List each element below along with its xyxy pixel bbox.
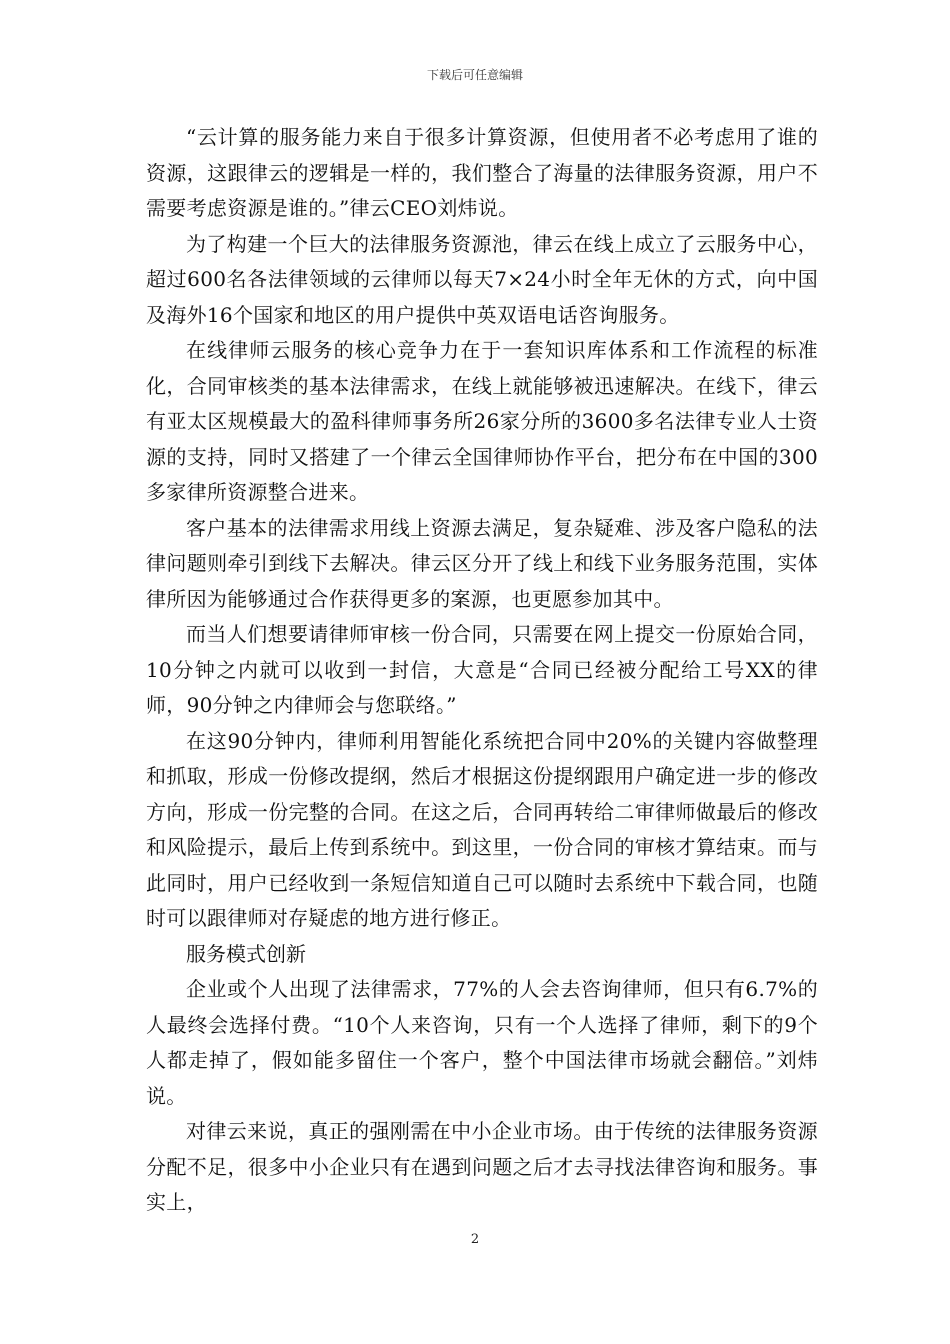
section-heading: 服务模式创新 <box>186 941 306 966</box>
document-body <box>146 120 818 1221</box>
page-number: 2 <box>470 1232 480 1247</box>
paragraph: 而当人们想要请律师审核一份合同，只需要在网上提交一份原始合同，10分钟之内就可以收到一封信，大意是“合同已经被分配给工号XX的律师，90分钟之内律师会与您联络。” <box>146 622 818 717</box>
paragraph: “云计算的服务能力来自于很多计算资源，但使用者不必考虑用了谁的资源，这跟律云的逻辑是一样的，我们整合了海量的法律服务资源，用户不需要考虑资源是谁的。”律云CEO刘炜说。 <box>146 125 818 220</box>
paragraph: 客户基本的法律需求用线上资源去满足，复杂疑难、涉及客户隐私的法律问题则牵引到线下去解决。律云区分开了线上和线下业务服务范围，实体律所因为能够通过合作获得更多的案源，也更愿参加其中。 <box>146 515 818 611</box>
paragraph: 为了构建一个巨大的法律服务资源池，律云在线上成立了云服务中心，超过600名各法律领域的云律师以每天7×24小时全年无休的方式，向中国及海外16个国家和地区的用户提供中英双语电话咨询服务。 <box>146 231 818 327</box>
paragraph: 企业或个人出现了法律需求，77%的人会去咨询律师，但只有6.7%的人最终会选择付费。“10个人来咨询，只有一个人选择了律师，剩下的9个人都走掉了，假如能多留住一个客户，整个中国法律市场就会翻倍。”刘炜说。 <box>146 977 818 1108</box>
paragraph: 在这90分钟内，律师利用智能化系统把合同中20%的关键内容做整理和抓取，形成一份修改提纲，然后才根据这份提纲跟用户确定进一步的修改方向，形成一份完整的合同。在这之后，合同再转给二审律师做最后的修改和风险提示，最后上传到系统中。到这里，一份合同的审核才算结束。而与此同时，用户已经收到一条短信知道自己可以随时去系统中下载合同，也随时可以跟律师对存疑虑的地方进行修正。 <box>146 728 818 930</box>
paragraph: 对律云来说，真正的强刚需在中小企业市场。由于传统的法律服务资源分配不足，很多中小企业只有在遇到问题之后才去寻找法律咨询和服务。事实上， <box>146 1119 818 1214</box>
paragraph: 在线律师云服务的核心竞争力在于一套知识库体系和工作流程的标准化，合同审核类的基本法律需求，在线上就能够被迅速解决。在线下，律云有亚太区规模最大的盈科律师事务所26家分所的3600多名法律专业人士资源的支持，同时又搭建了一个律云全国律师协作平台，把分布在中国的300多家律所资源整合进来。 <box>146 338 818 504</box>
page-header-note: 下载后可任意编辑 <box>426 68 523 82</box>
